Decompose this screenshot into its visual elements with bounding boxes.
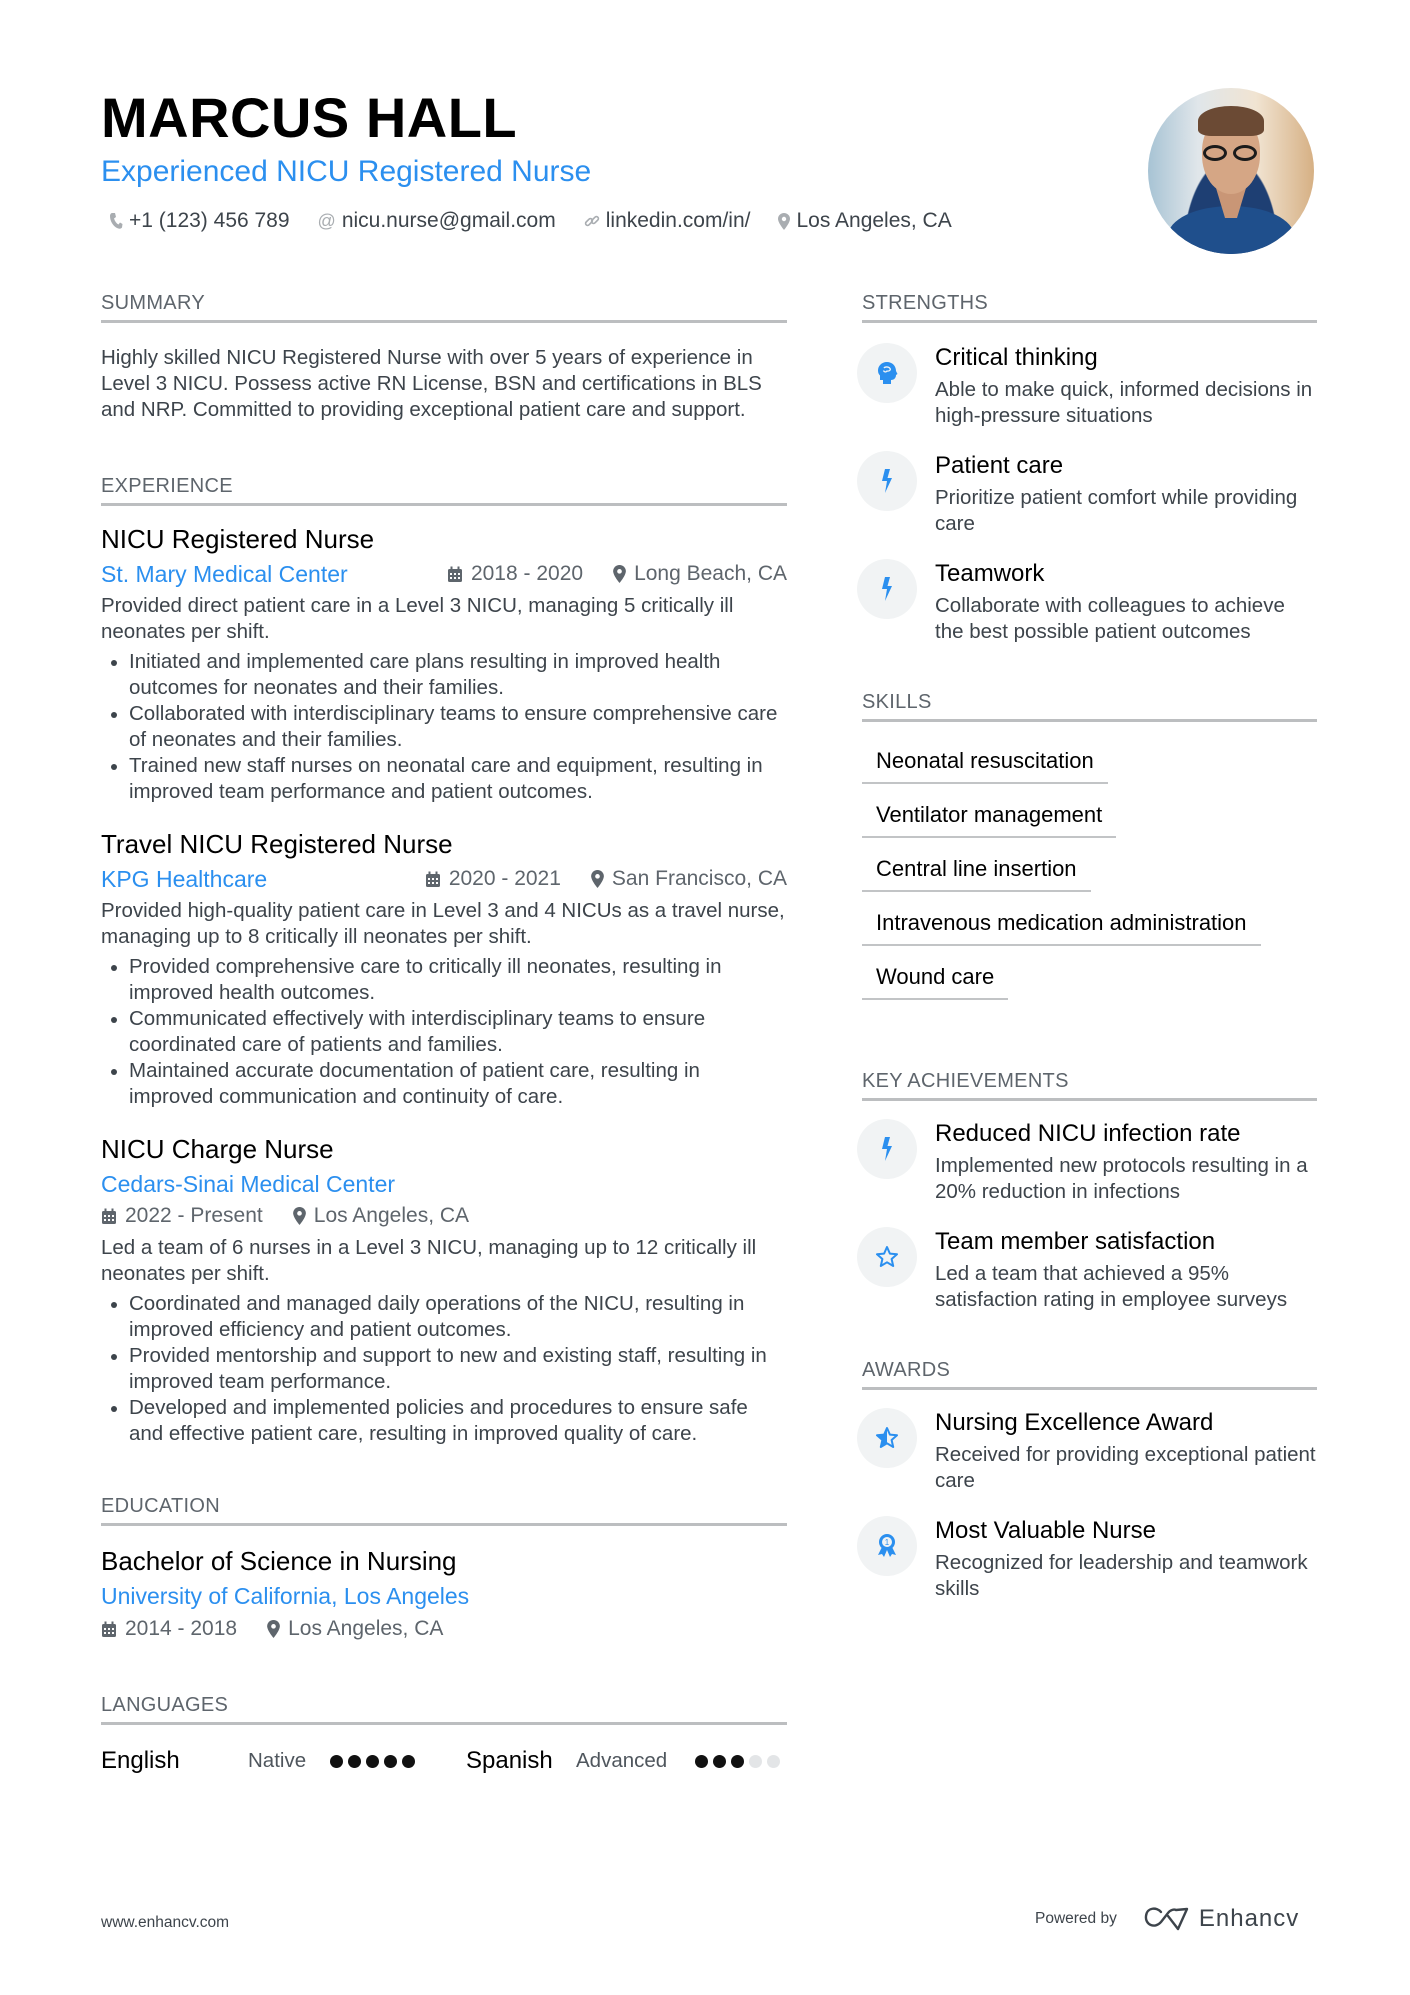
achievement-desc: Led a team that achieved a 95% satisfaction rating in employee surveys [935, 1262, 1288, 1311]
company-name[interactable]: Cedars-Sinai Medical Center [101, 1171, 396, 1197]
job-bullet: Communicated effectively with interdisciplinary teams to ensure coordinated care of patients and families. [101, 1006, 787, 1058]
brand-name: Enhancv [1198, 1905, 1300, 1932]
achievements-heading: KEY ACHIEVEMENTS [862, 1068, 1317, 1101]
job-bullet: Maintained accurate documentation of patient care, resulting in improved communication and continuity of care. [101, 1058, 787, 1110]
education-section [101, 1493, 787, 1644]
achievement-item [862, 1227, 1317, 1313]
job-bullet: Coordinated and managed daily operations of the NICU, resulting in improved efficiency and patient outcomes. [101, 1291, 787, 1343]
job-title: NICU Charge Nurse [101, 1134, 334, 1164]
award-title: Most Valuable Nurse [935, 1517, 1156, 1544]
skill-tag: Central line insertion [862, 844, 1091, 892]
strength-item [862, 559, 1317, 645]
award-title: Nursing Excellence Award [935, 1409, 1214, 1436]
star-outline-icon [857, 1227, 917, 1287]
skill-tag: Intravenous medication administration [862, 898, 1261, 946]
location-icon [293, 1207, 306, 1225]
job-entry [101, 827, 787, 1110]
location-icon [778, 213, 790, 230]
education-heading: EDUCATION [101, 1493, 787, 1526]
contact-phone[interactable] [109, 207, 290, 235]
strength-title: Teamwork [935, 560, 1045, 587]
calendar-icon [447, 566, 463, 583]
job-description: Led a team of 6 nurses in a Level 3 NICU, managing up to 12 critically ill neonates per shift. [101, 1236, 757, 1285]
contact-email-text: nicu.nurse@gmail.com [341, 209, 556, 232]
achievements-section [862, 1068, 1317, 1313]
half-star-icon [857, 1408, 917, 1468]
contact-linkedin[interactable] [584, 207, 751, 235]
achievement-title: Reduced NICU infection rate [935, 1120, 1241, 1147]
job-description: Provided direct patient care in a Level 3 NICU, managing 5 critically ill neonates per shift. [101, 594, 734, 643]
school-name[interactable]: University of California, Los Angeles [101, 1583, 470, 1609]
contact-location-text: Los Angeles, CA [796, 209, 952, 232]
strengths-heading: STRENGTHS [862, 290, 1317, 323]
location-icon [267, 1620, 280, 1638]
at-icon: @ [317, 211, 336, 231]
candidate-name: MARCUS HALL [101, 86, 518, 149]
skill-tag: Ventilator management [862, 790, 1116, 838]
brain-head-icon [857, 343, 917, 403]
summary-section [101, 290, 787, 423]
footer-branding [1035, 1905, 1299, 1933]
calendar-icon [101, 1621, 117, 1638]
job-bullets [101, 954, 787, 1110]
awards-section [862, 1357, 1317, 1602]
language-name: English [101, 1747, 180, 1774]
education-location: Los Angeles, CA [288, 1617, 444, 1640]
calendar-icon [101, 1208, 117, 1225]
language-level: Native [248, 1749, 307, 1772]
medal-ribbon-icon [857, 1516, 917, 1576]
phone-icon [109, 212, 123, 230]
languages-section [101, 1692, 787, 1775]
job-bullet: Provided mentorship and support to new and existing staff, resulting in improved team performance. [101, 1343, 787, 1395]
lightning-bolt-icon [857, 1119, 917, 1179]
job-location: Los Angeles, CA [313, 1204, 470, 1227]
location-icon [613, 565, 626, 583]
strength-title: Patient care [935, 452, 1064, 479]
contact-bar [109, 207, 980, 235]
strength-desc: Prioritize patient comfort while providing care [935, 486, 1298, 535]
strengths-section [862, 290, 1317, 645]
experience-heading: EXPERIENCE [101, 473, 787, 506]
award-desc: Recognized for leadership and teamwork skills [935, 1551, 1308, 1600]
job-bullets [101, 1291, 787, 1447]
strength-desc: Collaborate with colleagues to achieve the best possible patient outcomes [935, 594, 1285, 643]
candidate-title: Experienced NICU Registered Nurse [101, 155, 592, 188]
company-name[interactable]: KPG Healthcare [101, 866, 268, 892]
job-bullets [101, 649, 787, 805]
job-title: Travel NICU Registered Nurse [101, 829, 453, 859]
profile-photo [1148, 88, 1314, 254]
job-title: NICU Registered Nurse [101, 524, 375, 554]
job-entry [101, 1132, 787, 1447]
experience-section [101, 473, 787, 1447]
achievement-title: Team member satisfaction [935, 1228, 1216, 1255]
contact-phone-text: +1 (123) 456 789 [129, 209, 290, 232]
language-rating [695, 1755, 785, 1768]
powered-by-label: Powered by [1035, 1910, 1117, 1927]
language-item [101, 1747, 466, 1775]
strength-title: Critical thinking [935, 344, 1098, 371]
job-dates: 2022 - Present [125, 1204, 263, 1227]
strength-item [862, 451, 1317, 537]
lightning-bolt-icon [857, 451, 917, 511]
job-location: San Francisco, CA [611, 867, 787, 890]
languages-heading: LANGUAGES [101, 1692, 787, 1725]
awards-heading: AWARDS [862, 1357, 1317, 1390]
award-item [862, 1408, 1317, 1494]
calendar-icon [425, 871, 441, 888]
award-item [862, 1516, 1317, 1602]
skill-tag: Neonatal resuscitation [862, 736, 1108, 784]
contact-email[interactable] [318, 207, 556, 235]
skills-section [862, 689, 1317, 1000]
svg-text:1: 1 [884, 1538, 890, 1547]
degree-title: Bachelor of Science in Nursing [101, 1546, 457, 1576]
job-location: Long Beach, CA [634, 562, 787, 585]
language-rating [330, 1755, 420, 1768]
award-desc: Received for providing exceptional patient care [935, 1443, 1316, 1492]
language-item [466, 1747, 785, 1775]
job-entry [101, 522, 787, 805]
contact-linkedin-text: linkedin.com/in/ [605, 209, 751, 232]
lightning-bolt-icon [857, 559, 917, 619]
link-icon [584, 213, 600, 229]
summary-heading: SUMMARY [101, 290, 787, 323]
left-column [101, 290, 787, 1775]
skills-list [862, 736, 1317, 1000]
achievement-desc: Implemented new protocols resulting in a 20% reduction in infections [935, 1154, 1308, 1203]
strength-item [862, 343, 1317, 429]
job-bullet: Provided comprehensive care to critically ill neonates, resulting in improved health outcomes. [101, 954, 787, 1006]
language-name: Spanish [466, 1747, 553, 1774]
job-dates: 2018 - 2020 [470, 562, 584, 585]
skills-heading: SKILLS [862, 689, 1317, 722]
footer-website[interactable]: www.enhancv.com [101, 1914, 230, 1931]
job-bullet: Initiated and implemented care plans resulting in improved health outcomes for neonates and their families. [101, 649, 787, 701]
skill-tag: Wound care [862, 952, 1008, 1000]
contact-location [778, 207, 951, 235]
job-bullet: Developed and implemented policies and procedures to ensure safe and effective patient care, resulting in improved quality of care. [101, 1395, 787, 1447]
job-dates: 2020 - 2021 [448, 867, 561, 890]
achievement-item [862, 1119, 1317, 1205]
right-column [862, 290, 1317, 1602]
company-name[interactable]: St. Mary Medical Center [101, 561, 348, 587]
location-icon [591, 870, 604, 888]
language-level: Advanced [576, 1749, 668, 1772]
job-description: Provided high-quality patient care in Level 3 and 4 NICUs as a travel nurse, managing up to 8 critically ill neonates per shift. [101, 899, 785, 948]
enhancv-logo-icon [1143, 1906, 1189, 1932]
strength-desc: Able to make quick, informed decisions in high-pressure situations [935, 378, 1313, 427]
job-bullet: Trained new staff nurses on neonatal care and equipment, resulting in improved team performance and patient outcomes. [101, 753, 787, 805]
job-bullet: Collaborated with interdisciplinary teams to ensure comprehensive care of neonates and their families. [101, 701, 787, 753]
education-dates: 2014 - 2018 [125, 1617, 238, 1640]
summary-text: Highly skilled NICU Registered Nurse with over 5 years of experience in Level 3 NICU. Possess active RN License, BSN and certifications in BLS and NRP. Committed to providing exceptional patient care and support. [101, 346, 762, 421]
